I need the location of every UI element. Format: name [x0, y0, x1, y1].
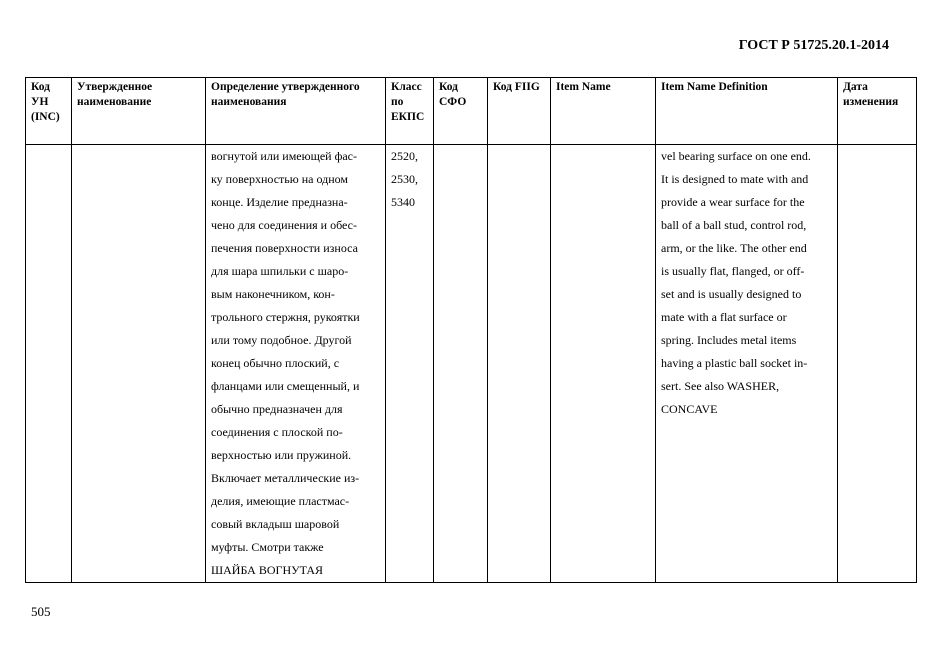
col-header-item-name-definition: Item Name Definition [656, 78, 838, 145]
col-header-item-name: Item Name [551, 78, 656, 145]
definition-ru-line: конце. Изделие предназна- [211, 195, 348, 209]
definition-ru-line: обычно предназначен для [211, 402, 343, 416]
definition-ru-line: ШАЙБА ВОГНУТАЯ [211, 563, 324, 577]
definition-ru-line: Включает металлические из- [211, 471, 360, 485]
definition-en-line: ball of a ball stud, control rod, [661, 218, 807, 232]
col-header-definition-ru: Определение утвержденного наименования [206, 78, 386, 145]
definition-ru-line: чено для соединения и обес- [211, 218, 357, 232]
definition-ru-line: вым наконечником, кон- [211, 287, 335, 301]
definition-ru-line: ку поверхностью на одном [211, 172, 349, 186]
definition-en-line: provide a wear surface for the [661, 195, 805, 209]
catalog-table [25, 77, 917, 583]
definition-en-line: spring. Includes metal items [661, 333, 797, 347]
definition-en-line: It is designed to mate with and [661, 172, 809, 186]
class-code: 2530, [391, 172, 418, 186]
page-number: 505 [31, 604, 51, 619]
cell-change-date [838, 145, 917, 583]
definition-en-line: sert. See also WASHER, [661, 379, 780, 393]
col-header-fiig: Код FIIG [488, 78, 551, 145]
document-id: ГОСТ Р 51725.20.1-2014 [738, 38, 889, 53]
col-header-class: Класс по ЕКПС [386, 78, 434, 145]
definition-en-line: CONCAVE [661, 402, 718, 416]
definition-ru-line: соединения с плоской по- [211, 425, 343, 439]
class-code: 2520, [391, 149, 418, 163]
definition-ru-line: трольного стержня, рукоятки [211, 310, 360, 324]
definition-ru-line: фланцами или смещенный, и [211, 379, 360, 393]
definition-ru-line: конец обычно плоский, с [211, 356, 340, 370]
definition-en-line: arm, or the like. The other end [661, 241, 807, 255]
definition-ru-line: для шара шпильки с шаро- [211, 264, 349, 278]
definition-en-line: vel bearing surface on one end. [661, 149, 811, 163]
col-header-change-date: Дата изменения [838, 78, 917, 145]
table-row [26, 145, 917, 583]
col-header-approved-name: Утвержденное наименование [72, 78, 206, 145]
class-code: 5340 [391, 195, 415, 209]
cell-approved-name [72, 145, 206, 583]
cell-sfo [434, 145, 488, 583]
definition-ru-line: совый вкладыш шаровой [211, 517, 340, 531]
cell-item-name [551, 145, 656, 583]
col-header-inc: Код УН (INC) [26, 78, 72, 145]
definition-ru-line: или тому подобное. Другой [211, 333, 352, 347]
definition-en-line: mate with a flat surface or [661, 310, 787, 324]
cell-item-name-definition [656, 145, 838, 583]
cell-class [386, 145, 434, 583]
definition-en-line: set and is usually designed to [661, 287, 802, 301]
cell-definition-ru [206, 145, 386, 583]
cell-fiig [488, 145, 551, 583]
definition-en-line: is usually flat, flanged, or off- [661, 264, 805, 278]
definition-en-line: having a plastic ball socket in- [661, 356, 808, 370]
definition-ru-line: делия, имеющие пластмас- [211, 494, 350, 508]
col-header-sfo: Код СФО [434, 78, 488, 145]
definition-ru-line: печения поверхности износа [211, 241, 358, 255]
definition-ru-line: вогнутой или имеющей фас- [211, 149, 357, 163]
definition-ru-line: верхностью или пружиной. [211, 448, 352, 462]
cell-inc [26, 145, 72, 583]
table-header-row [26, 78, 917, 145]
definition-ru-line: муфты. Смотри также [211, 540, 324, 554]
